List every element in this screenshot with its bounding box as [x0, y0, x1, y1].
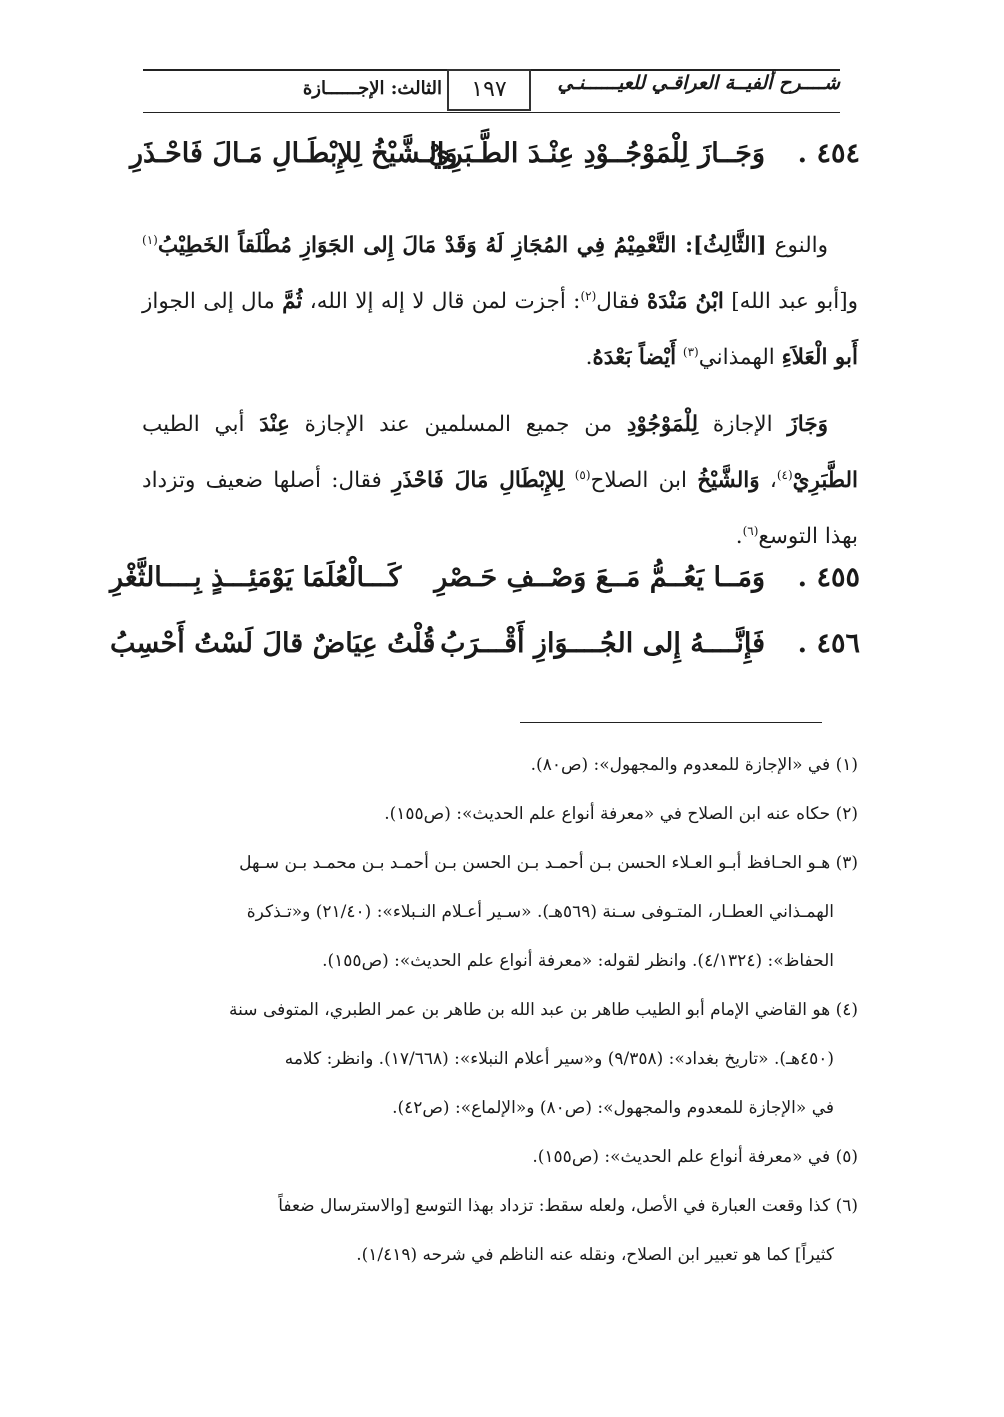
footnote-ref: (٤) [776, 468, 793, 482]
quoted-verse-text: الطَّبَرِيْ [792, 468, 858, 494]
header-bottom-rule [143, 112, 840, 113]
quoted-verse-text: أَبو الْعَلاَءِ [781, 345, 858, 371]
footnote-ref: (٥) [574, 468, 591, 482]
footnote-4: (٤) هو القاضي الإمام أبو الطيب طاهر بن عبد الله بن طاهر بن عمر الطبري، المتوفى سنة (٤٥٠هـ). «تاريخ بغداد»: (٩/٣٥٨) و«سير أعلام النبلاء»: (١٧/٦٦٨). وانظر: كلامه في «الإجازة للمعدوم والمجهول»: (ص٨٠) و«الإلماع»: (ص٤٢). [229, 1000, 858, 1118]
footnote-1: (١) في «الإجازة للمعدوم والمجهول»: (ص٨٠). [530, 755, 858, 775]
footnote-3: (٣) هـو الحـافظ أبـو العـلاء الحسن بـن أحمـد بـن الحسن بـن أحمـد بـن محمـد بـن سـهل الهمـذاني العطـار، المتـوفى سـنة (٥٦٩هـ). «سـير أعـلام النـبلاء»: (٢١/٤٠) و«تـذكرة الحفاظ»: (٤/١٣٢٤). وانظر لقوله: «معرفة أنواع علم الحديث»: (ص١٥٥). [239, 853, 858, 971]
verse-first-hemistich: وَمَــا يَعُــمُّ مَــعَ وَصْــفِ حَـصْرِ [434, 562, 765, 593]
commentary-paragraph-1: والنوع [الثَّالِثُ]: التَّعْمِيْمُ فِي المُجَازِ لَهُ وَقَدْ مَالَ إِلى الجَوَازِ مُطْلَقاً الخَطِيْبُ$^{(١)}$ و[أبو عبد الله] ابْنُ مَنْدَهْ فقال$^{(٢)}$: أجزت لمن قال لا إله إلا الله، ثُمَّ مال إلى الجواز أَبو الْعَلاَءِ الهمذاني$^{(٣)}$ أَيْضاً بَعْدَهُ. [142, 233, 858, 371]
quoted-verse-text: أَيْضاً بَعْدَهُ [592, 345, 677, 371]
verse-second-hemistich: كَـــالْعُلَمَا يَوْمَئِـــذٍ بِــــالثَّغْرِ [110, 562, 402, 593]
quoted-verse-text: لِلإِبْطَالِ مَالَ فَاحْذَرِ [392, 468, 565, 494]
verse-second-hemistich: قُلْتُ عِيَاضٌ قالَ لَسْتُ أَحْسِبُ [110, 628, 436, 659]
commentary-paragraph-2: وَجَازَ الإجازة لِلْمَوْجُوْدِ من جميع المسلمين عند الإجازة عِنْدَ أبي الطيب الطَّبَرِيْ$^{(٤)}$، وَالشَّيْخُ ابن الصلاح$^{(٥)}$ لِلإِبْطَالِ مَالَ فَاحْذَرِ فقال: أصلها ضعيف وتزداد بهذا التوسع$^{(٦)}$. [142, 412, 858, 550]
footnote-ref: (٢) [580, 289, 597, 304]
verse-456 [110, 628, 860, 680]
verse-455 [110, 562, 860, 614]
verse-number: ٤٥٤ . [797, 138, 860, 169]
quoted-verse-text: عِنْدَ [259, 412, 290, 437]
footnote-5: (٥) في «معرفة أنواع علم الحديث»: (ص١٥٥). [532, 1147, 858, 1167]
quoted-verse-text: ثُمَّ [282, 289, 303, 315]
verse-number: ٤٥٦ . [797, 628, 860, 659]
quoted-verse-text: لِلْمَوْجُوْدِ [626, 412, 699, 437]
footnote-2: (٢) حكاه عنه ابن الصلاح في «معرفة أنواع علم الحديث»: (ص١٥٥). [384, 804, 858, 824]
page-number: ١٩٧ [447, 69, 531, 111]
footnote-separator [520, 722, 822, 723]
verse-first-hemistich: وَجَــازَ لِلْمَوْجُــوْدِ عِنْـدَ الطَّـبَرِيْ [428, 138, 765, 169]
quoted-verse-text: ابْنُ مَنْدَهْ [646, 289, 724, 315]
running-section-title: الثالث: الإجــــــازة [302, 78, 442, 99]
quoted-verse-text: وَجَازَ [787, 412, 828, 437]
footnote-ref: (١) [142, 233, 158, 247]
verse-second-hemistich: وَالـشَّيْخُ لِلإِبْطَـالِ مَـالَ فَاحْـذَرِ [130, 138, 458, 169]
footnote-ref: (٦) [742, 524, 759, 539]
verse-number: ٤٥٥ . [797, 562, 860, 593]
quoted-verse-text: وَالشَّيْخُ [697, 468, 760, 494]
quoted-verse-text: [الثَّالِثُ]: التَّعْمِيْمُ فِي المُجَازِ لَهُ وَقَدْ مَالَ إِلى الجَوَازِ مُطْلَقاً الخَطِيْبُ [157, 233, 767, 259]
verse-454 [130, 138, 860, 190]
footnote-ref: (٣) [682, 345, 699, 360]
verse-first-hemistich: فَإِنَّــــهُ إِلى الجُــــوَازِ أَقْـــرَبُ [440, 628, 765, 659]
running-book-title: شــــرح ألفيــة العراقـي للعيــــــنـي [557, 72, 840, 94]
footnote-6: (٦) كذا وقعت العبارة في الأصل، ولعله سقط: تزداد بهذا التوسع [والاسترسال ضعفاً كثيراً] كما هو تعبير ابن الصلاح، ونقله عنه الناظم في شرحه (١/٤١٩). [278, 1196, 858, 1265]
